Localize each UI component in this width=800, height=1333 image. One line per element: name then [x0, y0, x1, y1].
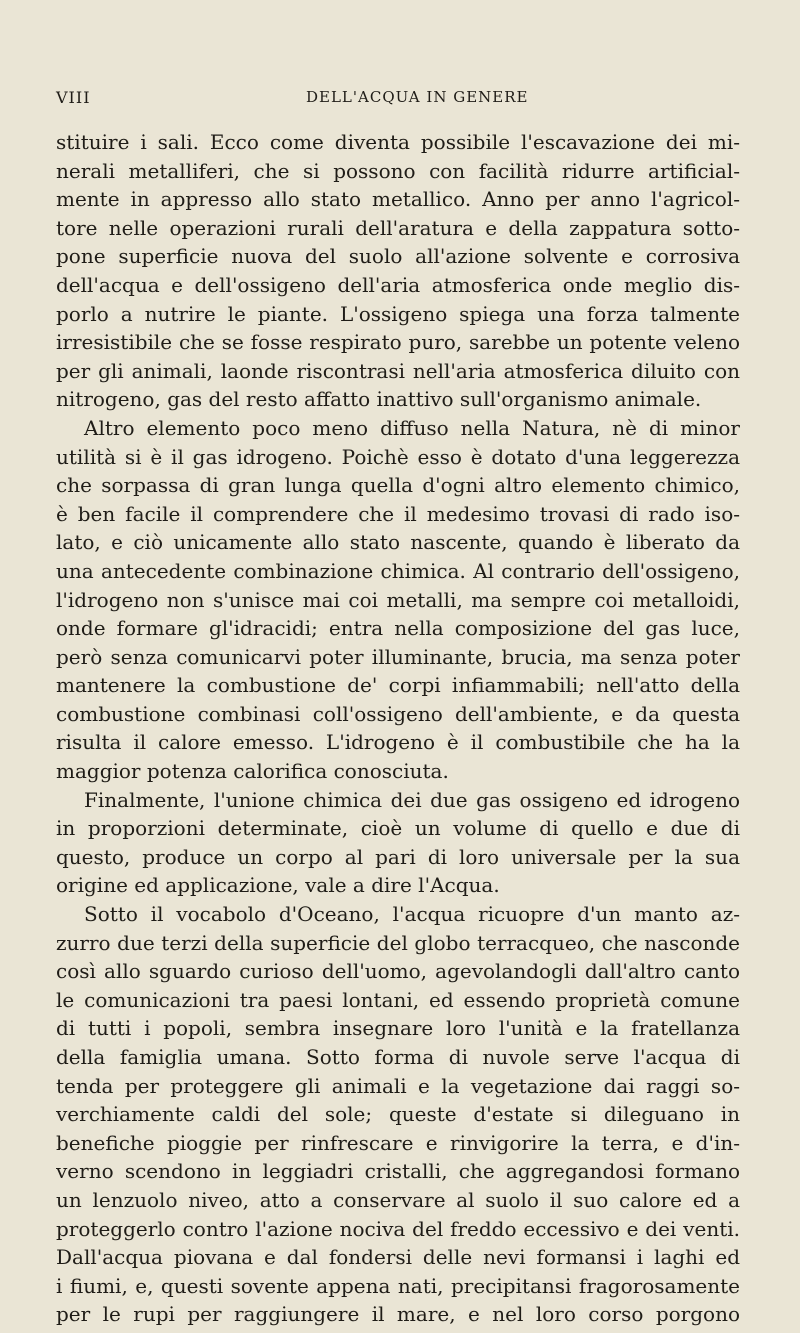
text-line: però senza comunicarvi poter illuminante, brucia, ma senza poter: [56, 644, 740, 669]
text-line: nitrogeno, gas del resto affatto inattivo sull'organismo animale.: [56, 387, 702, 412]
text-line: verchiamente caldi del sole; queste d'estate si dileguano in: [56, 1102, 740, 1127]
text-line: Dall'acqua piovana e dal fondersi delle nevi formansi i laghi ed: [56, 1245, 740, 1270]
text-line: un lenzuolo niveo, atto a conservare al suolo il suo calore ed a: [56, 1187, 740, 1212]
page-number: VIII: [56, 88, 91, 107]
text-line: benefiche pioggie per rinfrescare e rinvigorire la terra, e d'in-: [56, 1130, 740, 1155]
text-line: nerali metalliferi, che si possono con facilità ridurre artificial-: [56, 158, 740, 183]
body-text: [56, 128, 740, 1329]
text-line: tore nelle operazioni rurali dell'aratura e della zappatura sotto-: [56, 215, 740, 240]
text-line: questo, produce un corpo al pari di loro universale per la sua: [56, 844, 740, 869]
text-line: stituire i sali. Ecco come diventa possibile l'escavazione dei mi-: [56, 130, 740, 154]
running-head: DELL'ACQUA IN GENERE: [306, 88, 529, 106]
text-line: maggior potenza calorifica conosciuta.: [56, 759, 449, 784]
text-line: dell'acqua e dell'ossigeno dell'aria atmosferica onde meglio dis-: [56, 272, 740, 297]
text-line: verno scendono in leggiadri cristalli, che aggregandosi formano: [56, 1159, 740, 1184]
text-line: di tutti i popoli, sembra insegnare loro l'unità e la fratellanza: [56, 1016, 740, 1041]
text-line: tenda per proteggere gli animali e la vegetazione dai raggi so-: [56, 1073, 740, 1098]
paragraph-start-line: Altro elemento poco meno diffuso nella Natura, nè di minor: [84, 415, 740, 440]
paragraph-start-line: Finalmente, l'unione chimica dei due gas ossigeno ed idrogeno: [84, 787, 740, 812]
text-line: della famiglia umana. Sotto forma di nuvole serve l'acqua di: [56, 1045, 740, 1069]
text-line: combustione combinasi coll'ossigeno dell'ambiente, e da questa: [56, 701, 740, 726]
text-line: l'idrogeno non s'unisce mai coi metalli, ma sempre coi metalloidi,: [56, 587, 740, 612]
text-line: lato, e ciò unicamente allo stato nascente, quando è liberato da: [56, 530, 740, 555]
text-line: mantenere la combustione de' corpi infiammabili; nell'atto della: [56, 673, 740, 698]
text-line: che sorpassa di gran lunga quella d'ogni altro elemento chimico,: [56, 473, 740, 498]
paragraph-start-line: Sotto il vocabolo d'Oceano, l'acqua ricuopre d'un manto az-: [84, 902, 740, 927]
text-line: origine ed applicazione, vale a dire l'Acqua.: [56, 873, 500, 898]
text-line: le comunicazioni tra paesi lontani, ed essendo proprietà comune: [56, 987, 740, 1012]
text-line: proteggerlo contro l'azione nociva del freddo eccessivo e dei venti.: [56, 1216, 740, 1241]
text-line: è ben facile il comprendere che il medesimo trovasi di rado iso-: [56, 501, 740, 526]
text-line: pone superficie nuova del suolo all'azione solvente e corrosiva: [56, 244, 740, 269]
text-line: in proporzioni determinate, cioè un volume di quello e due di: [56, 816, 740, 841]
text-line: una antecedente combinazione chimica. Al contrario dell'ossigeno,: [56, 558, 740, 583]
text-line: utilità si è il gas idrogeno. Poichè esso è dotato d'una leggerezza: [56, 444, 740, 469]
text-line: porlo a nutrire le piante. L'ossigeno spiega una forza talmente: [56, 301, 740, 326]
text-line: così allo sguardo curioso dell'uomo, agevolandogli dall'altro canto: [56, 959, 740, 984]
text-line: i fiumi, e, questi sovente appena nati, precipitansi fragorosamente: [56, 1273, 740, 1298]
text-line: zurro due terzi della superficie del globo terracqueo, che nasconde: [56, 930, 740, 955]
text-line: per le rupi per raggiungere il mare, e nel loro corso porgono: [56, 1302, 740, 1327]
text-line: mente in appresso allo stato metallico. Anno per anno l'agricol-: [56, 187, 740, 212]
text-line: irresistibile che se fosse respirato puro, sarebbe un potente veleno: [56, 330, 740, 355]
text-line: risulta il calore emesso. L'idrogeno è il combustibile che ha la: [56, 730, 740, 755]
text-line: per gli animali, laonde riscontrasi nell'aria atmosferica diluito con: [56, 358, 740, 383]
text-line: onde formare gl'idracidi; entra nella composizione del gas luce,: [56, 616, 740, 641]
page-header: [56, 88, 736, 118]
